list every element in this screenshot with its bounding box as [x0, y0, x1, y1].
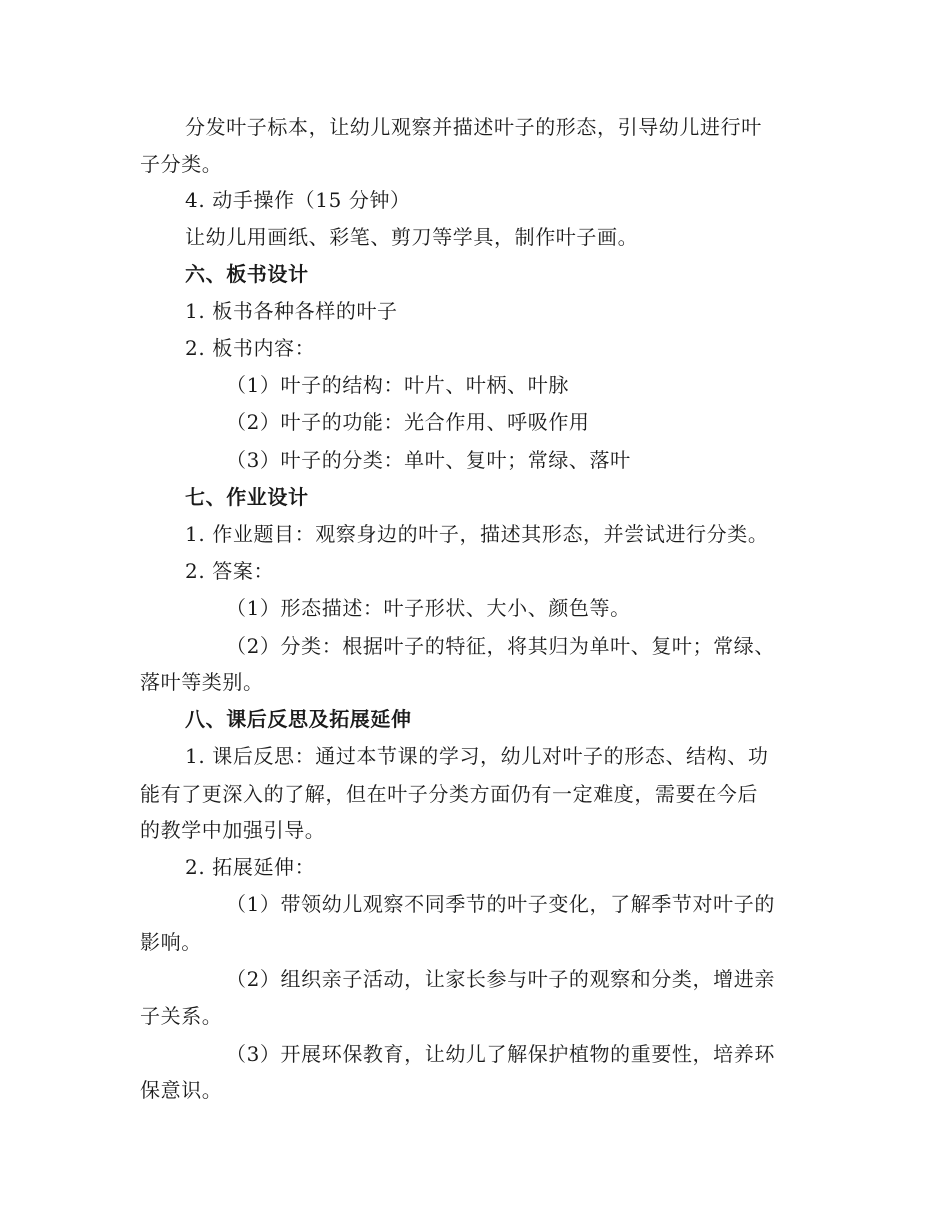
paragraph-line: 能有了更深入的了解，但在叶子分类方面仍有一定难度，需要在今后 [140, 782, 758, 806]
list-item: 2. 拓展延伸： [185, 855, 316, 879]
list-item: 1. 作业题目：观察身边的叶子，描述其形态，并尝试进行分类。 [185, 522, 769, 546]
list-item: 2. 答案： [185, 559, 275, 583]
sub-list-item: （1）叶子的结构：叶片、叶柄、叶脉 [226, 373, 569, 397]
list-item: 1. 板书各种各样的叶子 [185, 299, 398, 323]
section-heading: 八、课后反思及拓展延伸 [185, 707, 412, 731]
sub-list-item: （3）叶子的分类：单叶、复叶；常绿、落叶 [226, 448, 631, 472]
paragraph-line: 子分类。 [140, 152, 223, 176]
sub-list-item: （3）开展环保教育，让幼儿了解保护植物的重要性，培养环 [226, 1042, 775, 1066]
list-item: 2. 板书内容： [185, 336, 316, 360]
paragraph-line: 影响。 [140, 930, 202, 954]
sub-list-item: （2）分类：根据叶子的特征，将其归为单叶、复叶；常绿、 [226, 634, 775, 658]
section-heading: 六、板书设计 [185, 262, 309, 286]
paragraph-line: 的教学中加强引导。 [140, 818, 326, 842]
paragraph-line: 落叶等类别。 [140, 670, 264, 694]
list-item: 4. 动手操作（15 分钟） [185, 188, 411, 212]
list-item: 1. 课后反思：通过本节课的学习，幼儿对叶子的形态、结构、功 [185, 744, 769, 768]
paragraph-line: 让幼儿用画纸、彩笔、剪刀等学具，制作叶子画。 [185, 225, 639, 249]
sub-list-item: （2）组织亲子活动，让家长参与叶子的观察和分类，增进亲 [226, 967, 775, 991]
paragraph-line: 子关系。 [140, 1004, 223, 1028]
paragraph-line: 分发叶子标本，让幼儿观察并描述叶子的形态，引导幼儿进行叶 [185, 115, 762, 139]
sub-list-item: （1）形态描述：叶子形状、大小、颜色等。 [226, 596, 631, 620]
paragraph-line: 保意识。 [140, 1078, 223, 1102]
sub-list-item: （2）叶子的功能：光合作用、呼吸作用 [226, 410, 590, 434]
sub-list-item: （1）带领幼儿观察不同季节的叶子变化，了解季节对叶子的 [226, 892, 775, 916]
section-heading: 七、作业设计 [185, 485, 309, 509]
